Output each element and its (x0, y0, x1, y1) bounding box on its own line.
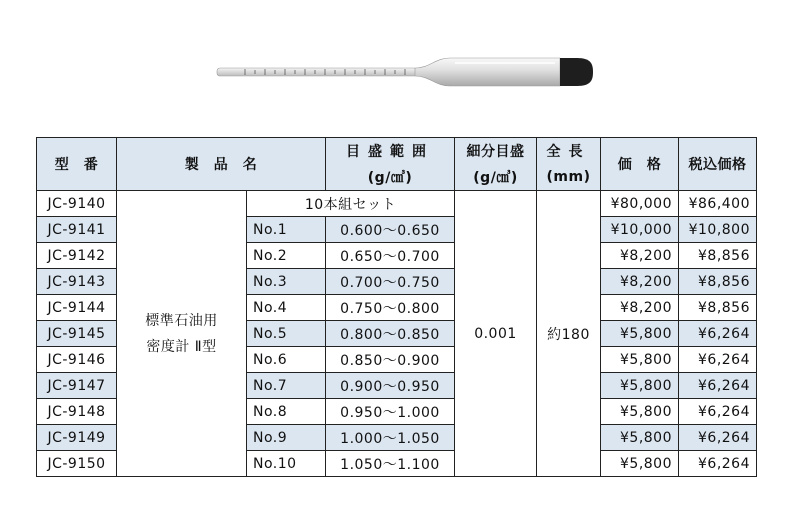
header-scale-range-unit: (g/㎤) (326, 164, 455, 191)
header-length: 全長 (537, 138, 601, 165)
range-cell: 0.650～0.700 (326, 243, 455, 269)
price-cell: ¥10,000 (601, 217, 679, 243)
range-cell: 1.000～1.050 (326, 425, 455, 451)
range-cell: 1.050～1.100 (326, 451, 455, 477)
number-cell: No.2 (247, 243, 326, 269)
model-cell: JC-9146 (37, 347, 117, 373)
header-price-tax: 税込価格 (679, 138, 757, 191)
header-price: 価 格 (601, 138, 679, 191)
header-scale-range: 目盛範囲 (326, 138, 455, 165)
length-cell: 約180 (537, 191, 601, 477)
price-cell: ¥8,200 (601, 269, 679, 295)
number-cell: No.8 (247, 399, 326, 425)
price-tax-cell: ¥8,856 (679, 243, 757, 269)
number-cell: No.4 (247, 295, 326, 321)
price-cell: ¥5,800 (601, 425, 679, 451)
model-cell: JC-9144 (37, 295, 117, 321)
price-cell: ¥8,200 (601, 295, 679, 321)
range-cell: 0.800～0.850 (326, 321, 455, 347)
number-cell: No.3 (247, 269, 326, 295)
hydrometer-icon (215, 52, 595, 92)
number-cell: No.7 (247, 373, 326, 399)
model-cell: JC-9141 (37, 217, 117, 243)
header-length-unit: (mm) (537, 164, 601, 191)
product-name-line2: 密度計 Ⅱ型 (146, 338, 217, 355)
range-cell: 0.750～0.800 (326, 295, 455, 321)
model-cell: JC-9147 (37, 373, 117, 399)
price-tax-cell: ¥6,264 (679, 321, 757, 347)
price-cell: ¥5,800 (601, 399, 679, 425)
range-cell: 0.700～0.750 (326, 269, 455, 295)
range-cell: 0.850～0.900 (326, 347, 455, 373)
model-cell: JC-9148 (37, 399, 117, 425)
number-cell: No.5 (247, 321, 326, 347)
header-row (37, 138, 757, 165)
range-cell: 0.900～0.950 (326, 373, 455, 399)
price-tax-cell: ¥6,264 (679, 373, 757, 399)
subdivision-cell: 0.001 (455, 191, 537, 477)
model-cell: JC-9149 (37, 425, 117, 451)
product-name-cell (117, 191, 247, 477)
model-cell: JC-9140 (37, 191, 117, 217)
price-tax-cell: ¥6,264 (679, 347, 757, 373)
number-cell: No.6 (247, 347, 326, 373)
model-cell: JC-9145 (37, 321, 117, 347)
price-cell: ¥80,000 (601, 191, 679, 217)
price-cell: ¥5,800 (601, 373, 679, 399)
range-cell: 0.600～0.650 (326, 217, 455, 243)
price-tax-cell: ¥86,400 (679, 191, 757, 217)
header-subdivision: 細分目盛 (455, 138, 537, 165)
model-cell: JC-9142 (37, 243, 117, 269)
number-cell: No.10 (247, 451, 326, 477)
product-name-line1: 標準石油用 (145, 312, 218, 329)
price-cell: ¥5,800 (601, 347, 679, 373)
price-tax-cell: ¥8,856 (679, 295, 757, 321)
price-tax-cell: ¥6,264 (679, 451, 757, 477)
table-row (37, 191, 757, 217)
price-tax-cell: ¥10,800 (679, 217, 757, 243)
range-cell: 0.950～1.000 (326, 399, 455, 425)
price-cell: ¥8,200 (601, 243, 679, 269)
set-label-cell: 10本組セット (247, 191, 455, 217)
spec-table (36, 137, 757, 477)
price-tax-cell: ¥6,264 (679, 425, 757, 451)
header-product-name: 製 品 名 (117, 138, 326, 191)
price-cell: ¥5,800 (601, 451, 679, 477)
header-model: 型 番 (37, 138, 117, 191)
price-tax-cell: ¥8,856 (679, 269, 757, 295)
price-cell: ¥5,800 (601, 321, 679, 347)
price-tax-cell: ¥6,264 (679, 399, 757, 425)
header-subdivision-unit: (g/㎤) (455, 164, 537, 191)
model-cell: JC-9150 (37, 451, 117, 477)
model-cell: JC-9143 (37, 269, 117, 295)
number-cell: No.9 (247, 425, 326, 451)
number-cell: No.1 (247, 217, 326, 243)
